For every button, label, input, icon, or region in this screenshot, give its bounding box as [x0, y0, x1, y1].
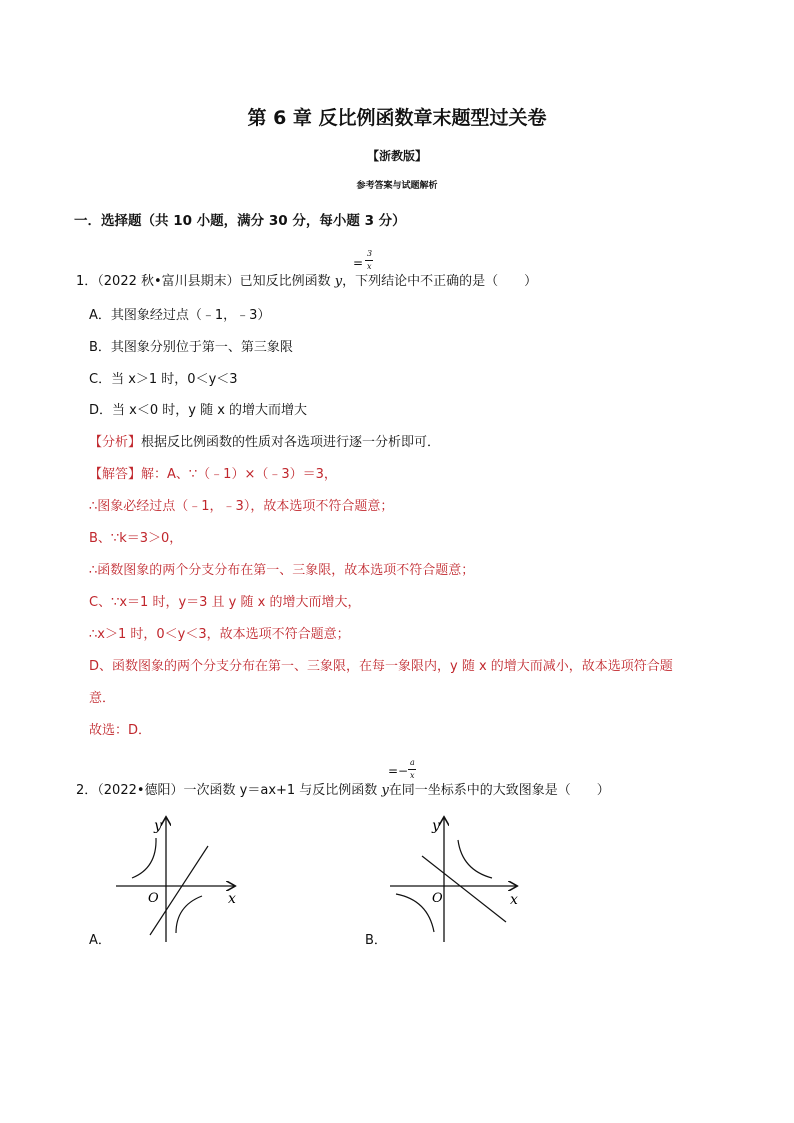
origin-label: O — [432, 891, 443, 906]
q1-answer-line-4: ∴函数图象的两个分支分布在第一、三象限，故本选项不符合题意； — [89, 563, 475, 578]
answer-tag: 【解答】 — [89, 467, 142, 482]
q2-graph-b — [388, 808, 528, 948]
edition-label: 【浙教版】 — [366, 149, 427, 163]
page-subtitle: 参考答案与试题解析 — [356, 181, 438, 191]
q1-answer-line-2: ∴图象必经过点（﹣1，﹣3），故本选项不符合题意； — [89, 499, 394, 514]
q1-answer-line-7: D、函数图象的两个分支分布在第一、三象限，在每一象限内，y 随 x 的增大而减小，故本选项符合题 — [89, 659, 673, 674]
hyperbola-branch-lower — [396, 894, 434, 932]
analysis-tag: 【分析】 — [89, 435, 142, 450]
q1-stem-suffix: ，下列结论中不正确的是（ ） — [342, 274, 538, 289]
q2-option-a-label: A． — [89, 933, 111, 948]
hyperbola-branch-upper — [458, 840, 492, 878]
q2-stem-suffix: 在同一坐标系中的大致图象是（ ） — [388, 783, 610, 798]
y-axis-label: y — [154, 818, 162, 834]
q1-answer-line-5: C、∵x＝1 时，y＝3 且 y 随 x 的增大而增大， — [89, 595, 361, 610]
q1-option-c: C．当 x＞1 时，0＜y＜3 — [89, 372, 238, 387]
y-axis-label: y — [432, 818, 440, 834]
q1-analysis — [89, 431, 440, 450]
linear-function-line — [422, 856, 506, 922]
q2-fraction-bar — [408, 769, 416, 770]
q1-fraction-bar — [365, 260, 373, 261]
page-title: 第 6 章 反比例函数章末题型过关卷 — [247, 107, 547, 129]
q2-fraction-equals: =− — [388, 764, 409, 778]
q1-option-b: B．其图象分别位于第一、第三象限 — [89, 340, 293, 355]
x-axis-label: x — [510, 892, 518, 908]
section-heading: 一．选择题（共 10 小题，满分 30 分，每小题 3 分） — [74, 213, 406, 229]
q1-stem-prefix: 1．（2022 秋•富川县期末）已知反比例函数 — [76, 274, 335, 289]
x-axis-label: x — [228, 891, 236, 907]
q1-answer-line-1 — [89, 463, 337, 482]
hyperbola-branch-lower — [176, 896, 202, 933]
q1-fraction-numerator: 3 — [367, 249, 373, 258]
q1-option-d: D．当 x＜0 时，y 随 x 的增大而增大 — [89, 403, 308, 418]
q2-fraction-denominator: x — [410, 771, 415, 780]
linear-function-line — [150, 846, 208, 935]
q2-stem-var: y — [381, 783, 389, 798]
q1-answer-line-6: ∴x＞1 时，0＜y＜3，故本选项不符合题意； — [89, 627, 350, 642]
q2-fraction-numerator: a — [410, 758, 415, 767]
hyperbola-branch-upper — [132, 838, 156, 878]
q2-graph-a — [110, 808, 245, 948]
answer-text-1: 解：A、∵（﹣1）×（﹣3）＝3， — [141, 467, 337, 482]
q2-option-b-label: B． — [365, 933, 387, 948]
q1-answer-line-8: 意． — [89, 691, 116, 706]
origin-label: O — [148, 891, 159, 906]
q1-stem — [76, 270, 537, 289]
q1-answer-line-3: B、∵k＝3＞0， — [89, 531, 183, 546]
q1-answer-line-9: 故选：D． — [89, 723, 152, 738]
q1-fraction-denominator: x — [367, 262, 372, 271]
q2-stem-prefix: 2．（2022•德阳）一次函数 y＝ax+1 与反比例函数 — [76, 783, 382, 798]
q1-stem-var: y — [334, 274, 343, 289]
q1-fraction-equals: = — [353, 256, 364, 270]
q2-stem — [76, 779, 610, 798]
analysis-text: 根据反比例函数的性质对各选项进行逐一分析即可． — [141, 435, 441, 450]
q1-option-a: A．其图象经过点（﹣1，﹣3） — [89, 308, 271, 323]
